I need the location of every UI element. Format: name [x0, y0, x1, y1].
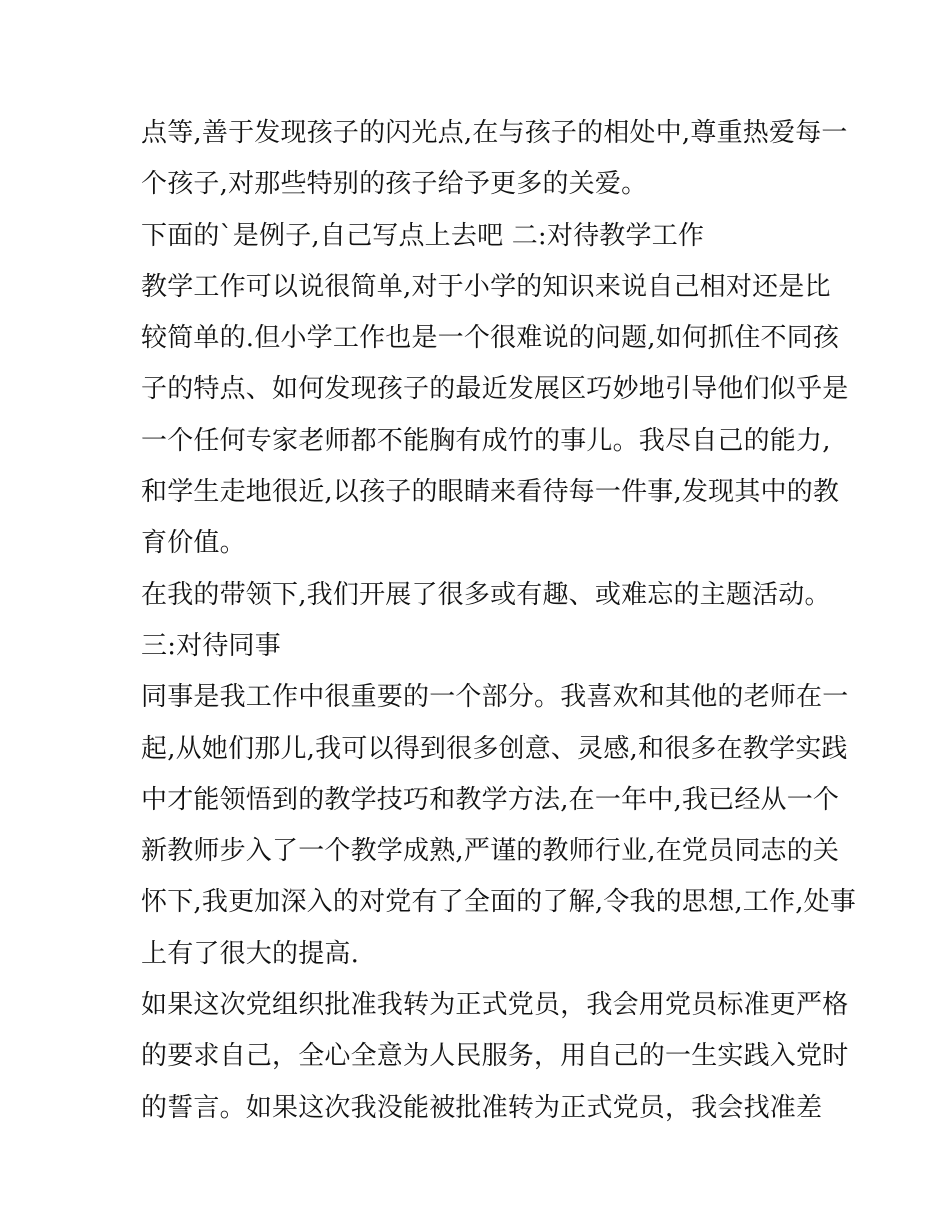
text-line: 育价值。 [141, 528, 246, 559]
text-line: 中才能领悟到的教学技巧和教学方法,在一年中,我已经从一个 [141, 784, 840, 815]
text-line: 同事是我工作中很重要的一个部分。我喜欢和其他的老师在一 [141, 682, 849, 713]
text-line: 个孩子,对那些特别的孩子给予更多的关爱。 [141, 169, 648, 200]
text-line: 一个任何专家老师都不能胸有成竹的事儿。我尽自己的能力, [141, 425, 831, 456]
text-line: 上有了很大的提高. [141, 938, 360, 969]
text-line: 下面的`是例子,自己写点上去吧 二:对待教学工作 [141, 220, 705, 251]
text-line: 子的特点、如何发现孩子的最近发展区巧妙地引导他们似乎是 [141, 374, 849, 405]
text-line: 如果这次党组织批准我转为正式党员，我会用党员标准更严格 [141, 990, 849, 1021]
text-line: 怀下,我更加深入的对党有了全面的了解,令我的思想,工作,处事 [141, 887, 857, 918]
text-line: 的誓言。如果这次我没能被批准转为正式党员，我会找准差 [141, 1092, 823, 1123]
text-line: 点等,善于发现孩子的闪光点,在与孩子的相处中,尊重热爱每一 [141, 118, 848, 148]
text-line: 和学生走地很近,以孩子的眼睛来看待每一件事,发现其中的教 [141, 477, 840, 508]
text-line: 起,从她们那儿,我可以得到很多创意、灵感,和很多在教学实践 [141, 733, 848, 764]
text-line: 教学工作可以说很简单,对于小学的知识来说自己相对还是比 [141, 271, 831, 302]
text-line: 新教师步入了一个教学成熟,严谨的教师行业,在党员同志的关 [141, 836, 840, 867]
section-heading: 三:对待同事 [141, 630, 281, 661]
text-line: 在我的带领下,我们开展了很多或有趣、或难忘的主题活动。 [141, 579, 831, 610]
text-line: 的要求自己，全心全意为人民服务，用自己的一生实践入党时 [141, 1041, 849, 1072]
text-line: 较简单的.但小学工作也是一个很难说的问题,如何抓住不同孩 [141, 323, 840, 354]
body-text [141, 108, 857, 1134]
